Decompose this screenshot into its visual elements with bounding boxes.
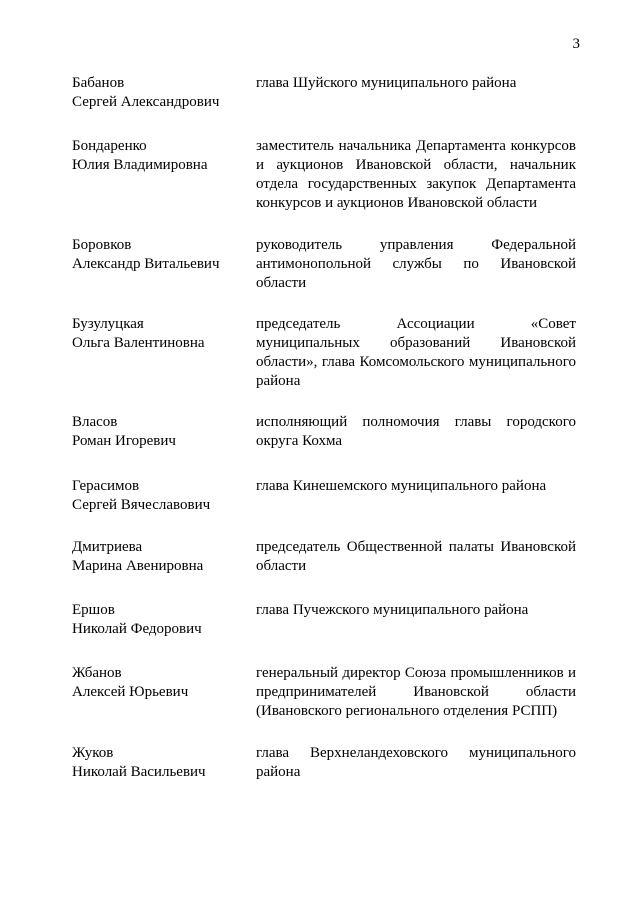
member-given-names: Сергей Вячеславович — [72, 497, 211, 513]
member-name — [72, 664, 242, 702]
member-position: глава Шуйского муниципального района — [256, 75, 517, 91]
member-given-names: Александр Витальевич — [72, 256, 220, 272]
member-given-names: Николай Васильевич — [72, 764, 206, 780]
member-name — [72, 538, 242, 576]
member-position: руководитель управления Федеральной антимонопольной службы по Ивановской области — [256, 237, 576, 291]
member-given-names: Марина Авенировна — [72, 558, 204, 574]
member-given-names: Сергей Александрович — [72, 94, 220, 110]
member-name — [72, 137, 242, 175]
member-position: генеральный директор Союза промышленников и предпринимателей Ивановской области (Ивановского регионального отделения РСПП) — [256, 665, 576, 719]
page-number: 3 — [572, 36, 580, 52]
member-given-names: Ольга Валентиновна — [72, 335, 205, 351]
member-surname: Бузулуцкая — [72, 316, 144, 332]
member-surname: Дмитриева — [72, 539, 143, 555]
member-surname: Жбанов — [72, 665, 122, 681]
member-name — [72, 315, 242, 353]
member-surname: Герасимов — [72, 478, 140, 494]
member-surname: Ершов — [72, 602, 115, 618]
member-position: глава Пучежского муниципального района — [256, 602, 529, 618]
member-position: исполняющий полномочия главы городского округа Кохма — [256, 414, 576, 449]
member-name — [72, 236, 242, 274]
member-given-names: Юлия Владимировна — [72, 157, 208, 173]
member-surname: Бондаренко — [72, 138, 147, 154]
member-position: глава Верхнеландеховского муниципального района — [256, 745, 576, 780]
member-surname: Жуков — [72, 745, 114, 761]
member-position: заместитель начальника Департамента конкурсов и аукционов Ивановской области, начальник отдела государственных закупок Департамента конкурсов и аукционов Ивановской области — [256, 138, 576, 211]
member-given-names: Николай Федорович — [72, 621, 202, 637]
member-name — [72, 744, 242, 782]
member-surname: Бабанов — [72, 75, 125, 91]
member-position: председатель Ассоциации «Совет муниципальных образований Ивановской области», глава Комсомольского муниципального района — [256, 316, 576, 389]
member-given-names: Роман Игоревич — [72, 433, 176, 449]
member-name — [72, 601, 242, 639]
member-given-names: Алексей Юрьевич — [72, 684, 189, 700]
member-position: глава Кинешемского муниципального района — [256, 478, 547, 494]
member-surname: Боровков — [72, 237, 132, 253]
member-name — [72, 477, 242, 515]
member-name — [72, 413, 242, 451]
member-name — [72, 74, 242, 112]
member-surname: Власов — [72, 414, 118, 430]
member-position: председатель Общественной палаты Ивановской области — [256, 539, 576, 574]
